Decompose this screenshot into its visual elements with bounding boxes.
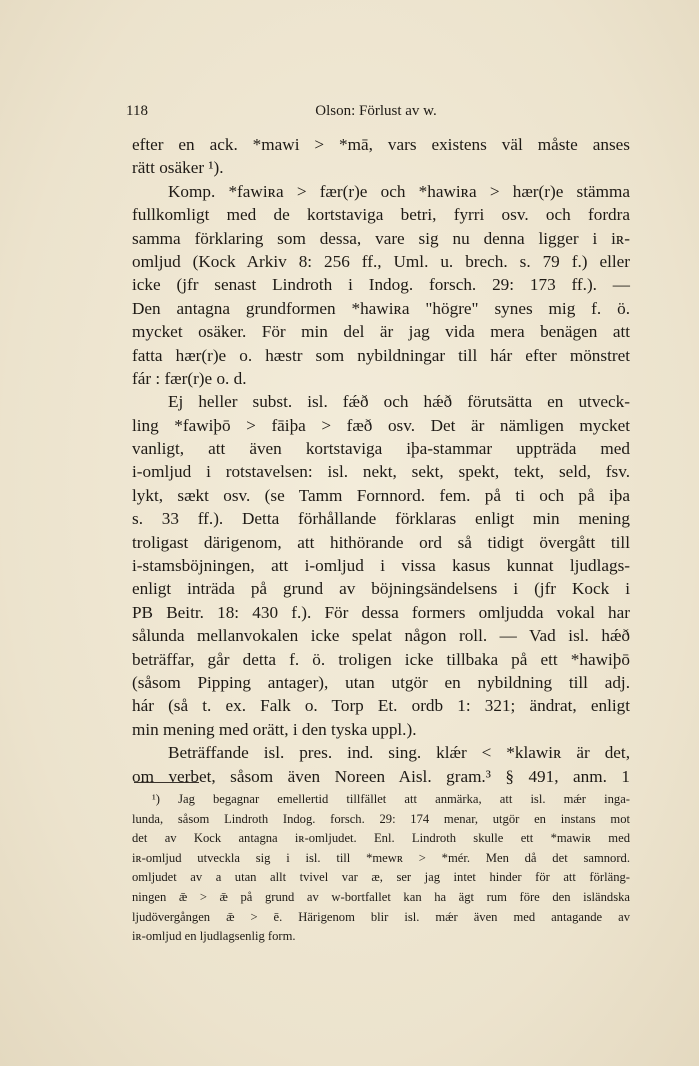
body-line: efter en ack. *mawi > *mā, vars existens väl måste anses xyxy=(132,135,630,154)
body-line: PB Beitr. 18: 430 f.). För dessa formers omljudda vokal har xyxy=(132,602,630,622)
body-line: Beträffande isl. pres. ind. sing. klǽr < *klawiʀ är det, xyxy=(168,743,630,763)
page-number: 118 xyxy=(126,103,148,119)
body-line: (såsom Pipping antager), utan utgör en nybildning till adj. xyxy=(132,672,630,692)
body-line: troligast därigenom, att hithörande ord så tidigt övergått till xyxy=(132,532,630,552)
body-line: vanligt, att även kortstaviga iþa-stammar uppträda med xyxy=(132,439,630,459)
body-line: om verbet, såsom även Noreen Aisl. gram.³ § 491, anm. 1 xyxy=(132,766,630,786)
body-line: beträffar, går detta f. ö. troligen icke tillbaka på ett *hawiþō xyxy=(132,649,630,669)
footnotes xyxy=(132,790,630,947)
body-line: s. 33 ff.). Detta förhållande förklaras enligt min mening xyxy=(132,509,630,529)
body-line: fullkomligt med de kortstaviga betri, fyrri osv. och fordra xyxy=(132,205,630,225)
page-header xyxy=(120,103,632,123)
body-line: ling *fawiþō > fāiþa > fæð osv. Det är nämligen mycket xyxy=(132,415,630,435)
body-line: enligt inträda på grund av böjningsändelsens i (jfr Kock i xyxy=(132,579,630,599)
body-text xyxy=(132,133,630,788)
body-line: rätt osäker ¹). xyxy=(132,158,224,178)
footnote-line: det av Kock antagna iʀ-omljudet. Enl. Lindroth skulle ett *mawiʀ med xyxy=(132,831,630,846)
footnote-line: ljudövergången ǣ > ē. Härigenom blir isl. mǽr även med antagande av xyxy=(132,909,630,924)
footnote-line: iʀ-omljud utveckla sig i isl. till *mewʀ > *mér. Men då det samnord. xyxy=(132,850,630,865)
body-line: lykt, sækt osv. (se Tamm Fornnord. fem. på ti och på iþa xyxy=(132,485,630,505)
body-line: hár (så t. ex. Falk o. Torp Et. ordb 1: 321; ändrat, enligt xyxy=(132,696,630,716)
body-line: icke (jfr senast Lindroth i Indog. forsch. 29: 173 ff.). — xyxy=(132,275,630,295)
body-line: i-stamsböjningen, att i-omljud i vissa kasus kunnat ljudlags- xyxy=(132,556,630,576)
footnote-line: ningen ǣ > ǣ på grund av w-bortfallet kan ha ägt rum före den isländska xyxy=(132,889,630,904)
body-line: fatta hær(r)e o. hæstr som nybildningar till hár efter mönstret xyxy=(132,345,630,365)
body-line: samma förklaring som dessa, vare sig nu denna ligger i iʀ- xyxy=(132,228,630,248)
body-line: sålunda mellanvokalen icke spelat någon roll. — Vad isl. hǽð xyxy=(132,626,630,646)
body-line: fár : fær(r)e o. d. xyxy=(132,368,247,388)
body-line: Ej heller subst. isl. fǽð och hǽð förutsätta en utveck- xyxy=(168,392,630,412)
body-line: min mening med orätt, i den tyska uppl.). xyxy=(132,719,417,739)
footnote-divider xyxy=(134,782,199,783)
running-head: Olson: Förlust av w. xyxy=(315,103,437,119)
footnote-line: iʀ-omljud en ljudlagsenlig form. xyxy=(132,929,296,944)
body-line: mycket osäker. För min del är jag vida mera benägen att xyxy=(132,322,630,342)
body-line: i-omljud i rotstavelsen: isl. nekt, sekt, spekt, tekt, seld, fsv. xyxy=(132,462,630,482)
footnote-line: omljudet av a utan allt tvivel var æ, ser jag intet hinder för att förläng- xyxy=(132,870,630,885)
body-line: omljud (Kock Arkiv 8: 256 ff., Uml. u. brech. s. 79 f.) eller xyxy=(132,251,630,271)
footnote-line: lunda, såsom Lindroth Indog. forsch. 29: 174 menar, utgör en instans mot xyxy=(132,811,630,826)
footnote-line: ¹) Jag begagnar emellertid tillfället att anmärka, att isl. mǽr inga- xyxy=(152,792,630,806)
body-line: Den antagna grundformen *hawiʀa "högre" synes mig f. ö. xyxy=(132,298,630,318)
body-line: Komp. *fawiʀa > fær(r)e och *hawiʀa > hær(r)e stämma xyxy=(168,181,630,201)
